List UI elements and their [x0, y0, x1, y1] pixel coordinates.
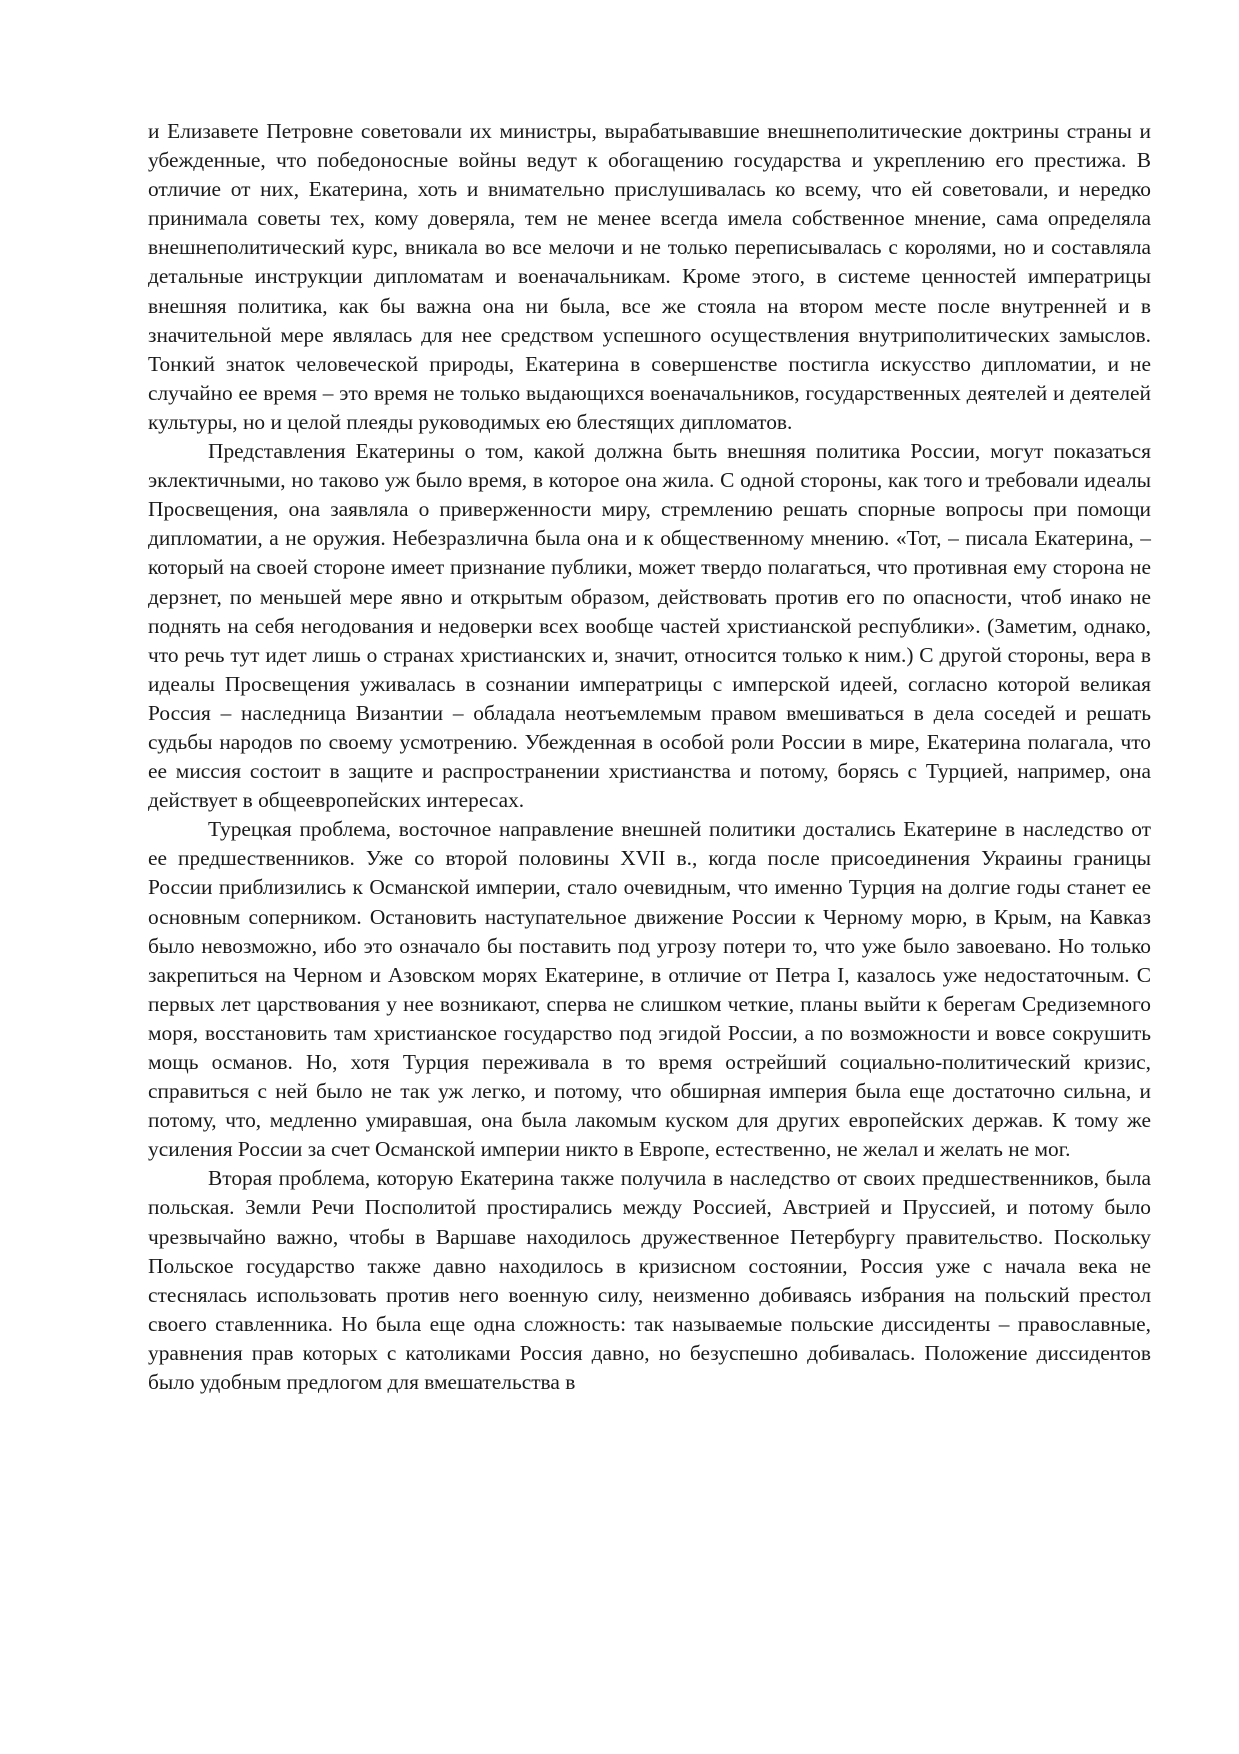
paragraph-4: Вторая проблема, которую Екатерина также получила в наследство от своих предшественников, была польская. Земли Речи Посполитой простирались между Россией, Австрией и Пруссией, и потому было чрезвычайно важно, чтобы в Варшаве находилось дружественное Петербургу правительство. Поскольку Польское государство также давно находилось в кризисном состоянии, Россия уже с начала века не стеснялась использовать против него военную силу, неизменно добиваясь избрания на польский престол своего ставленника. Но была еще одна сложность: так называемые польские диссиденты – православные, уравнения прав которых с католиками Россия давно, но безуспешно добивалась. Положение диссидентов было удобным предлогом для вмешательства в	[148, 1166, 1151, 1395]
document-page	[148, 117, 1151, 1397]
paragraph-2: Представления Екатерины о том, какой должна быть внешняя политика России, могут показаться эклектичными, но таково уж было время, в которое она жила. С одной стороны, как того и требовали идеалы Просвещения, она заявляла о приверженности миру, стремлению решать спорные вопросы при помощи дипломатии, а не оружия. Небезразлична была она и к общественному мнению. «Тот, – писала Екатерина, – который на своей стороне имеет признание публики, может твердо полагаться, что противная ему сторона не дерзнет, по меньшей мере явно и открытым образом, действовать против его по опасности, чтоб инако не поднять на себя негодования и недоверки всех вообще частей христианской республики». (Заметим, однако, что речь тут идет лишь о странах христианских и, значит, относится только к ним.) С другой стороны, вера в идеалы Просвещения уживалась в сознании императрицы с имперской идеей, согласно которой великая Россия – наследница Византии – обладала неотъемлемым правом вмешиваться в дела соседей и решать судьбы народов по своему усмотрению. Убежденная в особой роли России в мире, Екатерина полагала, что ее миссия состоит в защите и распространении христианства и потому, борясь с Турцией, например, она действует в общеевропейских интересах.	[148, 439, 1151, 813]
paragraph-3: Турецкая проблема, восточное направление внешней политики достались Екатерине в наследство от ее предшественников. Уже со второй половины XVII в., когда после присоединения Украины границы России приблизились к Османской империи, стало очевидным, что именно Турция на долгие годы станет ее основным соперником. Остановить наступательное движение России к Черному морю, в Крым, на Кавказ было невозможно, ибо это означало бы поставить под угрозу потери то, что уже было завоевано. Но только закрепиться на Черном и Азовском морях Екатерине, в отличие от Петра I, казалось уже недостаточным. С первых лет царствования у нее возникают, сперва не слишком четкие, планы выйти к берегам Средиземного моря, восстановить там христианское государство под эгидой России, а по возможности и вовсе сокрушить мощь османов. Но, хотя Турция переживала в то время острейший социально-политический кризис, справиться с ней было не так уж легко, и потому, что обширная империя была еще достаточно сильна, и потому, что, медленно умиравшая, она была лакомым куском для других европейских держав. К тому же усиления России за счет Османской империи никто в Европе, естественно, не желал и желать не мог.	[148, 817, 1151, 1162]
paragraph-1: и Елизавете Петровне советовали их министры, вырабатывавшие внешнеполитические доктрины страны и убежденные, что победоносные войны ведут к обогащению государства и укреплению его престижа. В отличие от них, Екатерина, хоть и внимательно прислушивалась ко всему, что ей советовали, и нередко принимала советы тех, кому доверяла, тем не менее всегда имела собственное мнение, сама определяла внешнеполитический курс, вникала во все мелочи и не только переписывалась с королями, но и составляла детальные инструкции дипломатам и военачальникам. Кроме этого, в системе ценностей императрицы внешняя политика, как бы важна она ни была, все же стояла на втором месте после внутренней и в значительной мере являлась для нее средством успешного осуществления внутриполитических замыслов. Тонкий знаток человеческой природы, Екатерина в совершенстве постигла искусство дипломатии, и не случайно ее время – это время не только выдающихся военачальников, государственных деятелей и деятелей культуры, но и целой плеяды руководимых ею блестящих дипломатов.	[148, 119, 1151, 434]
